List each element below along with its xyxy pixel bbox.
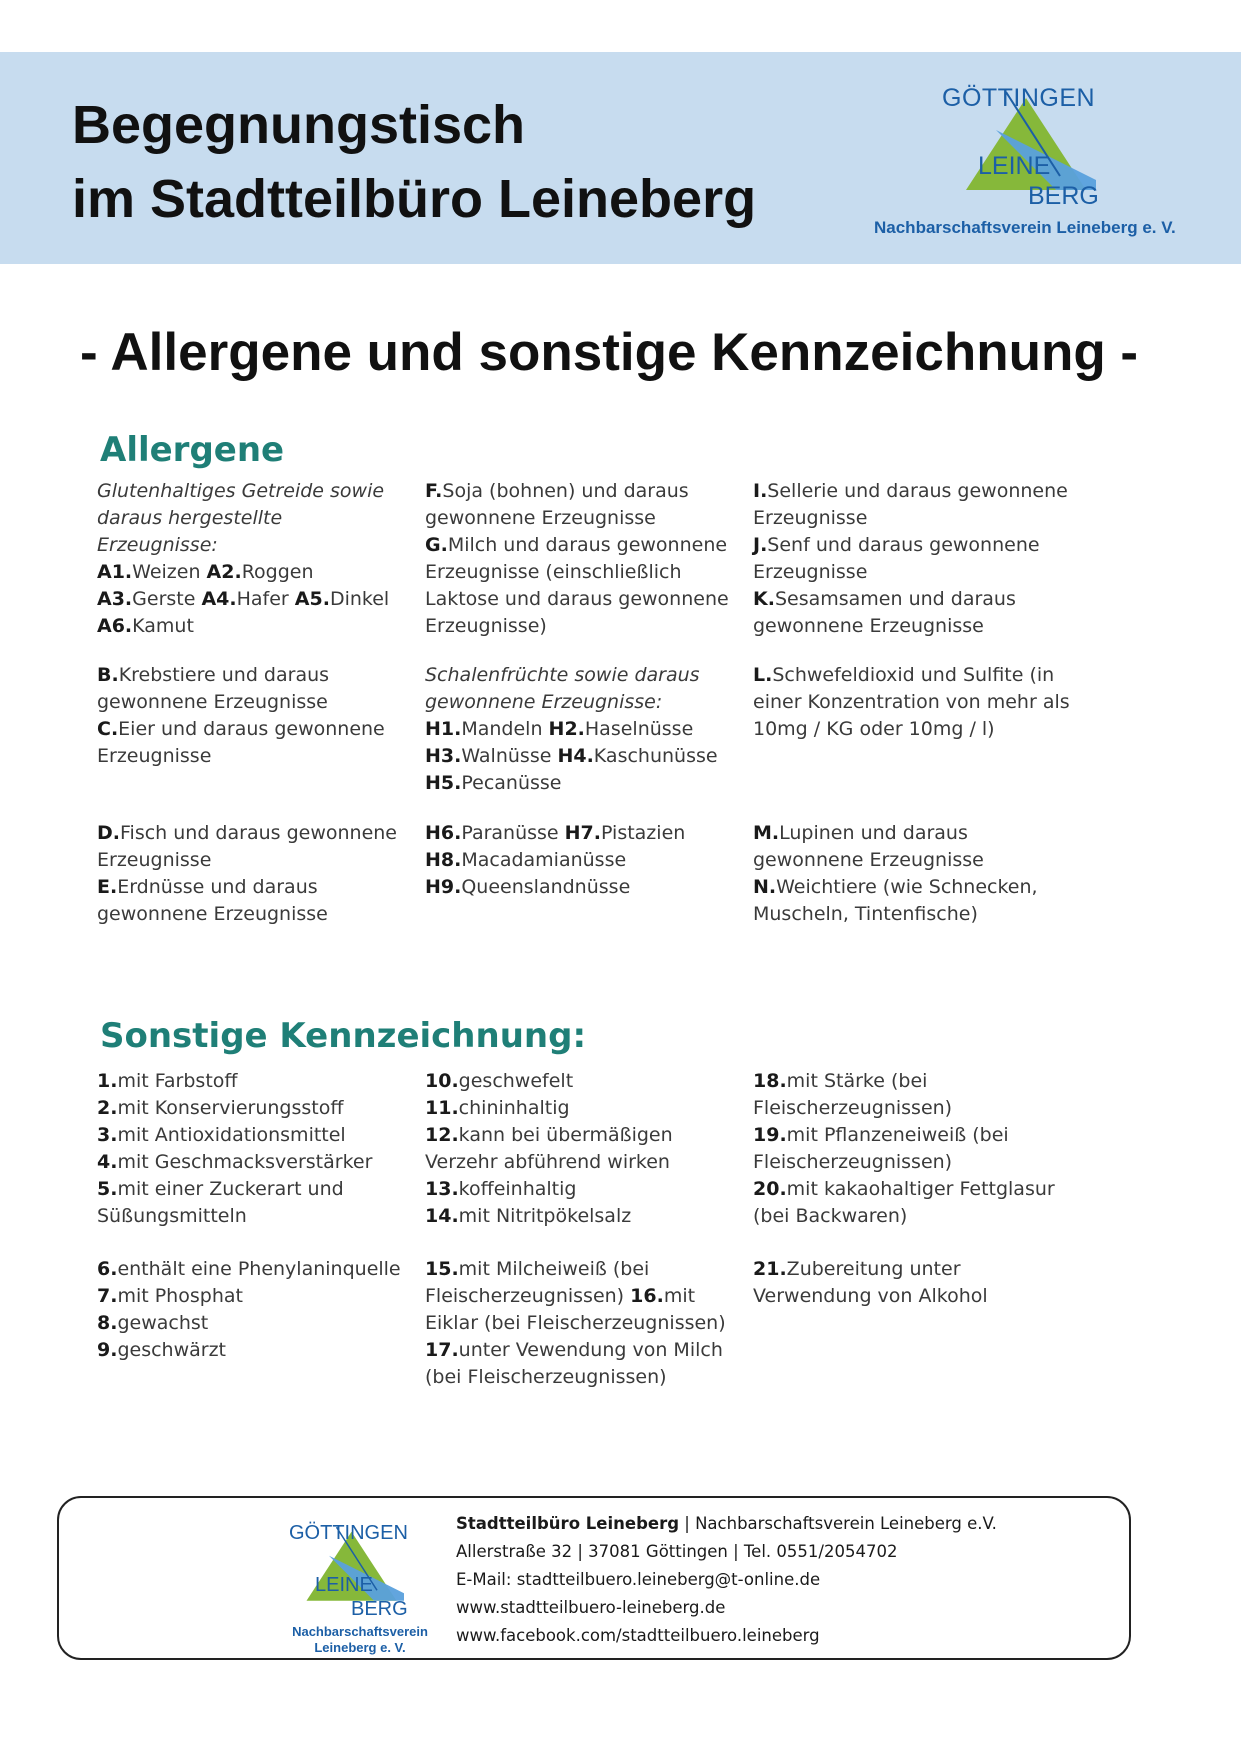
sonstige-line (97, 1337, 425, 1364)
header-title-line1: Begegnungstisch (72, 95, 526, 155)
sonstige-text: enthält eine Phenylaninquelle (117, 1258, 401, 1280)
sonstige-line (97, 1256, 425, 1283)
allergene-text: Soja (bohnen) und daraus (442, 480, 689, 502)
sonstige-line (425, 1256, 753, 1283)
sonstige-cell (425, 1256, 753, 1396)
sonstige-line (97, 1068, 425, 1095)
sonstige-line (425, 1364, 753, 1391)
sonstige-line (97, 1283, 425, 1310)
allergene-cell (97, 478, 425, 662)
allergene-line (97, 689, 425, 716)
allergene-code: A1. (97, 561, 133, 583)
sonstige-text: mit Milcheiweiß (bei (458, 1258, 650, 1280)
allergene-code: H7. (564, 822, 601, 844)
allergene-text: Weizen (132, 561, 207, 583)
allergene-line (753, 716, 1083, 743)
allergene-text: Macadamianüsse (461, 849, 627, 871)
allergene-line (97, 586, 425, 613)
allergene-text: Pistazien (601, 822, 686, 844)
logo-text-leine: LEINE (978, 152, 1051, 180)
allergene-text: Erzeugnisse (753, 507, 868, 529)
allergene-code: A2. (206, 561, 242, 583)
allergene-line (425, 559, 753, 586)
sonstige-line (425, 1149, 753, 1176)
allergene-code: H1. (425, 718, 462, 740)
sonstige-line (753, 1203, 1083, 1230)
allergene-line (97, 847, 425, 874)
sonstige-code: 13. (425, 1178, 459, 1200)
contact-address: Allerstraße 32 | 37081 Göttingen | Tel. 0551/2054702 (456, 1542, 898, 1561)
allergene-text: Milch und daraus gewonnene (447, 534, 728, 556)
sonstige-code: 14. (425, 1205, 459, 1227)
allergene-line (753, 505, 1083, 532)
allergene-line (753, 874, 1083, 901)
main-title: - Allergene und sonstige Kennzeichnung - (80, 323, 1139, 382)
allergene-code: H3. (425, 745, 462, 767)
allergene-line (97, 613, 425, 640)
sonstige-line (753, 1149, 1083, 1176)
sonstige-code: 15. (425, 1258, 459, 1280)
allergene-line (97, 662, 425, 689)
sonstige-code: 11. (425, 1097, 459, 1119)
sonstige-text: gewachst (117, 1312, 209, 1334)
allergene-line (753, 847, 1083, 874)
sonstige-line (97, 1122, 425, 1149)
sonstige-line (97, 1176, 425, 1203)
allergene-text: 10mg / KG oder 10mg / l) (753, 718, 995, 740)
sonstige-code: 20. (753, 1178, 787, 1200)
sonstige-cell (753, 1068, 1083, 1256)
allergene-cell (425, 662, 753, 820)
allergene-text: Pecanüsse (461, 772, 562, 794)
footer-logo-org-line1: Nachbarschaftsverein (292, 1624, 428, 1639)
allergene-text: Fisch und daraus gewonnene (120, 822, 397, 844)
header-title (72, 88, 756, 236)
sonstige-code: 3. (97, 1124, 118, 1146)
allergene-cell (753, 478, 1083, 662)
allergene-heading: Allergene (100, 430, 285, 470)
allergene-line (425, 770, 753, 797)
sonstige-line (97, 1203, 425, 1230)
allergene-text: Laktose und daraus gewonnene (425, 588, 729, 610)
allergene-line (425, 743, 753, 770)
footer-logo-leine: LEINE (315, 1574, 373, 1596)
sonstige-line (425, 1337, 753, 1364)
allergene-code: H8. (425, 849, 462, 871)
sonstige-code: 17. (425, 1339, 459, 1361)
allergene-line (425, 613, 753, 640)
allergene-text: Erzeugnisse) (425, 615, 547, 637)
sonstige-code: 1. (97, 1070, 118, 1092)
allergene-text: Erzeugnisse (753, 561, 868, 583)
allergene-text: gewonnene Erzeugnisse (753, 849, 984, 871)
sonstige-text: Fleischerzeugnissen) (753, 1151, 953, 1173)
allergene-cell (425, 820, 753, 940)
allergene-line (753, 662, 1083, 689)
sonstige-text: mit Farbstoff (117, 1070, 238, 1092)
allergene-text: Roggen (241, 561, 314, 583)
contact-facebook-link[interactable]: www.facebook.com/stadtteilbuero.leineberg (456, 1626, 820, 1645)
sonstige-code: 5. (97, 1178, 118, 1200)
allergene-text: Erdnüsse und daraus (117, 876, 318, 898)
allergene-text: einer Konzentration von mehr als (753, 691, 1070, 713)
allergene-text: gewonnene Erzeugnisse (753, 615, 984, 637)
sonstige-text: unter Vewendung von Milch (458, 1339, 723, 1361)
allergene-code: K. (753, 588, 775, 610)
allergene-code: G. (425, 534, 448, 556)
allergene-text: Glutenhaltiges Getreide sowie (97, 480, 385, 502)
sonstige-line (753, 1256, 1083, 1283)
allergene-cell (97, 662, 425, 820)
sonstige-text: geschwefelt (458, 1070, 574, 1092)
allergene-text: Hafer (236, 588, 295, 610)
contact-org-row (456, 1510, 997, 1538)
allergene-line (425, 662, 753, 689)
allergene-text: Erzeugnisse: (97, 534, 218, 556)
allergene-text: Paranüsse (461, 822, 565, 844)
allergene-text: gewonnene Erzeugnisse (97, 903, 328, 925)
sonstige-line (425, 1283, 753, 1310)
sonstige-line (425, 1310, 753, 1337)
allergene-code: H9. (425, 876, 462, 898)
sonstige-line (753, 1176, 1083, 1203)
footer-logo-berg: BERG (351, 1598, 408, 1620)
allergene-line (425, 847, 753, 874)
sonstige-text: mit Antioxidationsmittel (117, 1124, 346, 1146)
sonstige-cell (97, 1256, 425, 1396)
sonstige-text: mit Geschmacksverstärker (117, 1151, 373, 1173)
allergene-line (753, 478, 1083, 505)
sonstige-code: 2. (97, 1097, 118, 1119)
sonstige-text: Zubereitung unter (786, 1258, 961, 1280)
allergene-text: Dinkel (329, 588, 390, 610)
sonstige-text: koffeinhaltig (458, 1178, 577, 1200)
sonstige-cell (425, 1068, 753, 1256)
allergene-text: Weichtiere (wie Schnecken, (776, 876, 1038, 898)
allergene-line (753, 689, 1083, 716)
sonstige-text: mit kakaohaltiger Fettglasur (786, 1178, 1055, 1200)
sonstige-text: geschwärzt (117, 1339, 227, 1361)
allergene-line (97, 901, 425, 928)
allergene-text: daraus hergestellte (97, 507, 283, 529)
allergene-code: D. (97, 822, 120, 844)
allergene-line (97, 820, 425, 847)
allergene-text: Krebstiere und daraus (118, 664, 330, 686)
allergene-line (425, 689, 753, 716)
allergene-line (753, 613, 1083, 640)
allergene-code: M. (753, 822, 780, 844)
sonstige-text: Süßungsmitteln (97, 1205, 247, 1227)
header-title-line2: im Stadtteilbüro Leineberg (72, 169, 757, 229)
sonstige-code: 16. (630, 1285, 664, 1307)
sonstige-text: Verzehr abführend wirken (425, 1151, 670, 1173)
sonstige-text: Fleischerzeugnissen) (753, 1097, 953, 1119)
sonstige-text: Eiklar (bei Fleischerzeugnissen) (425, 1312, 726, 1334)
sonstige-text: kann bei übermäßigen (458, 1124, 673, 1146)
allergene-cell (753, 662, 1083, 820)
allergene-line (97, 559, 425, 586)
allergene-text: Erzeugnisse (97, 745, 212, 767)
allergene-code: H5. (425, 772, 462, 794)
allergene-code: B. (97, 664, 119, 686)
sonstige-line (425, 1068, 753, 1095)
allergene-text: Haselnüsse (584, 718, 694, 740)
allergene-text: Kaschunüsse (593, 745, 718, 767)
allergene-cell (425, 478, 753, 662)
sonstige-text: mit (663, 1285, 696, 1307)
allergene-cell (97, 820, 425, 940)
footer-logo-org-line2: Leineberg e. V. (314, 1640, 406, 1655)
contact-website-link[interactable]: www.stadtteilbuero-leineberg.de (456, 1598, 726, 1617)
allergene-text: Senf und daraus gewonnene (767, 534, 1040, 556)
allergene-text: Sesamsamen und daraus (774, 588, 1016, 610)
sonstige-cell (97, 1068, 425, 1256)
contact-email[interactable]: E-Mail: stadtteilbuero.leineberg@t-online.de (456, 1570, 821, 1589)
allergene-line (753, 901, 1083, 928)
allergene-code: I. (753, 480, 768, 502)
allergene-text: gewonnene Erzeugnisse (425, 507, 656, 529)
sonstige-code: 10. (425, 1070, 459, 1092)
logo-footer (259, 1516, 459, 1656)
allergene-text: Muscheln, Tintenfische) (753, 903, 978, 925)
contact-org-suffix: | Nachbarschaftsverein Leineberg e.V. (679, 1514, 997, 1533)
allergene-line (425, 716, 753, 743)
contact-org-name: Stadtteilbüro Leineberg (456, 1514, 680, 1533)
allergene-code: A5. (294, 588, 330, 610)
allergene-text: Kamut (132, 615, 194, 637)
allergene-cell (753, 820, 1083, 940)
allergene-code: L. (753, 664, 773, 686)
sonstige-code: 21. (753, 1258, 787, 1280)
footer-box (57, 1496, 1131, 1660)
allergene-line (425, 478, 753, 505)
allergene-text: Queenslandnüsse (461, 876, 631, 898)
allergene-text: Walnüsse (461, 745, 558, 767)
allergene-text: gewonnene Erzeugnisse: (425, 691, 663, 713)
sonstige-text: mit Konservierungsstoff (117, 1097, 344, 1119)
logo-header (862, 78, 1202, 248)
allergene-code: E. (97, 876, 118, 898)
allergene-code: H2. (548, 718, 585, 740)
allergene-code: J. (753, 534, 768, 556)
allergene-code: F. (425, 480, 443, 502)
sonstige-text: Verwendung von Alkohol (753, 1285, 988, 1307)
sonstige-cell (753, 1256, 1083, 1396)
sonstige-line (753, 1068, 1083, 1095)
sonstige-line (97, 1149, 425, 1176)
sonstige-line (753, 1122, 1083, 1149)
sonstige-line (425, 1122, 753, 1149)
sonstige-text: mit Phosphat (117, 1285, 243, 1307)
allergene-line (425, 874, 753, 901)
allergene-text: Schwefeldioxid und Sulfite (in (772, 664, 1055, 686)
logo-text-berg: BERG (1028, 182, 1099, 210)
allergene-text: Lupinen und daraus (779, 822, 968, 844)
allergene-text: Schalenfrüchte sowie daraus (425, 664, 700, 686)
sonstige-code: 7. (97, 1285, 118, 1307)
allergene-text: gewonnene Erzeugnisse (97, 691, 328, 713)
sonstige-code: 18. (753, 1070, 787, 1092)
sonstige-code: 6. (97, 1258, 118, 1280)
allergene-code: H4. (557, 745, 594, 767)
allergene-code: A3. (97, 588, 133, 610)
allergene-line (97, 874, 425, 901)
allergene-line (753, 820, 1083, 847)
allergene-code: A6. (97, 615, 133, 637)
allergene-line (97, 505, 425, 532)
allergene-line (753, 559, 1083, 586)
allergene-line (753, 532, 1083, 559)
sonstige-code: 8. (97, 1312, 118, 1334)
sonstige-text: mit einer Zuckerart und (117, 1178, 344, 1200)
allergene-text: Erzeugnisse (97, 849, 212, 871)
sonstige-text: (bei Backwaren) (753, 1205, 908, 1227)
allergene-text: Eier und daraus gewonnene (118, 718, 385, 740)
allergene-code: H6. (425, 822, 462, 844)
sonstige-code: 9. (97, 1339, 118, 1361)
sonstige-heading: Sonstige Kennzeichnung: (100, 1016, 587, 1056)
sonstige-line (425, 1095, 753, 1122)
allergene-line (97, 478, 425, 505)
sonstige-line (97, 1095, 425, 1122)
sonstige-line (97, 1310, 425, 1337)
sonstige-text: mit Stärke (bei (786, 1070, 928, 1092)
allergene-line (425, 586, 753, 613)
sonstige-code: 4. (97, 1151, 118, 1173)
allergene-code: N. (753, 876, 777, 898)
sonstige-line (753, 1283, 1083, 1310)
footer-logo-org (285, 1624, 435, 1656)
allergene-text: Mandeln (461, 718, 549, 740)
sonstige-grid (97, 1068, 1097, 1396)
allergene-code: C. (97, 718, 119, 740)
allergene-line (97, 743, 425, 770)
allergene-line (425, 820, 753, 847)
allergene-text: Sellerie und daraus gewonnene (767, 480, 1068, 502)
sonstige-line (753, 1095, 1083, 1122)
footer-logo-goettingen: GÖTTINGEN (289, 1522, 408, 1544)
sonstige-code: 19. (753, 1124, 787, 1146)
sonstige-text: mit Pflanzeneiweiß (bei (786, 1124, 1009, 1146)
sonstige-line (425, 1176, 753, 1203)
sonstige-text: Fleischerzeugnissen) (425, 1285, 631, 1307)
allergene-grid (97, 478, 1097, 940)
allergene-text: Erzeugnisse (einschließlich (425, 561, 682, 583)
contact-info (456, 1510, 997, 1650)
allergene-line (425, 532, 753, 559)
allergene-line (97, 716, 425, 743)
sonstige-text: (bei Fleischerzeugnissen) (425, 1366, 667, 1388)
logo-text-goettingen: GÖTTINGEN (942, 84, 1096, 112)
sonstige-text: mit Nitritpökelsalz (458, 1205, 632, 1227)
allergene-text: Gerste (132, 588, 202, 610)
allergene-line (97, 532, 425, 559)
allergene-line (425, 505, 753, 532)
sonstige-code: 12. (425, 1124, 459, 1146)
logo-text-org: Nachbarschaftsverein Leineberg e. V. (874, 218, 1176, 237)
allergene-code: A4. (201, 588, 237, 610)
allergene-line (753, 586, 1083, 613)
sonstige-text: chininhaltig (458, 1097, 570, 1119)
sonstige-line (425, 1203, 753, 1230)
